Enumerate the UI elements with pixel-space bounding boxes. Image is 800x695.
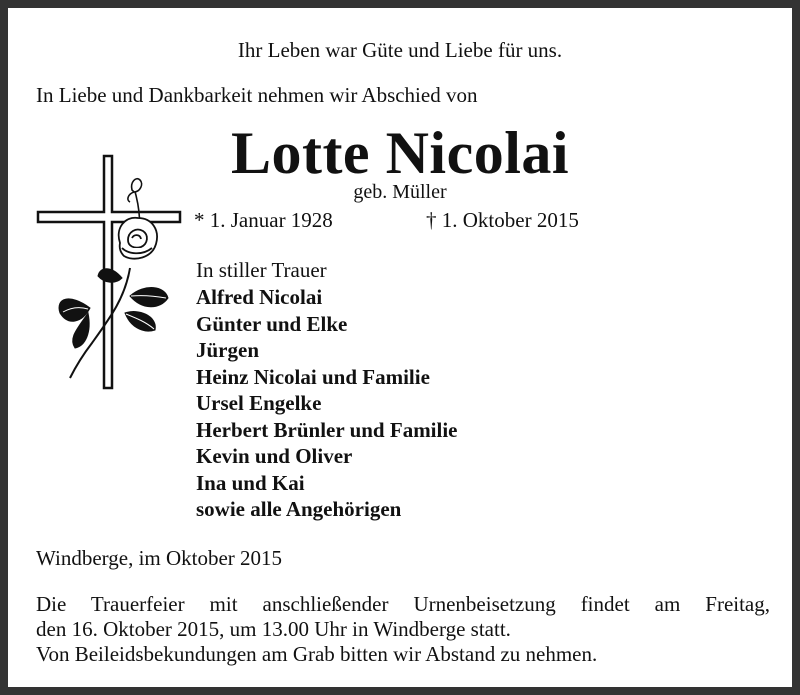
cross-with-rose-icon xyxy=(30,148,190,393)
intro-text: In Liebe und Dankbarkeit nehmen wir Abschied von xyxy=(36,83,478,107)
mourner-name: sowie alle Angehörigen xyxy=(196,497,402,521)
death-date: † 1. Oktober 2015 xyxy=(426,208,579,232)
motto: Ihr Leben war Güte und Liebe für uns. xyxy=(237,38,563,62)
birth-date: * 1. Januar 1928 xyxy=(194,208,333,232)
deceased-name: Lotte Nicolai xyxy=(230,120,570,186)
mourner-name: Herbert Brünler und Familie xyxy=(196,417,458,442)
mourner-name: Kevin und Oliver xyxy=(196,444,353,468)
mourner-name: Jürgen xyxy=(196,338,259,362)
mourner-name: Alfred Nicolai xyxy=(196,285,323,309)
ceremony-line: Die Trauerfeier mit anschließender Urnenbeisetzung findet am Freitag, xyxy=(36,592,770,616)
mourners-list xyxy=(196,287,458,526)
mourner-name: Heinz Nicolai und Familie xyxy=(196,364,430,389)
maiden-name: geb. Müller xyxy=(353,181,447,203)
place-and-date: Windberge, im Oktober 2015 xyxy=(36,546,283,570)
ceremony-line: Von Beileidsbekundungen am Grab bitten wir Abstand zu nehmen. xyxy=(36,642,598,666)
mourner-name: Ursel Engelke xyxy=(196,391,322,415)
mourner-name: Ina und Kai xyxy=(196,470,305,495)
ceremony-line: den 16. Oktober 2015, um 13.00 Uhr in Windberge statt. xyxy=(36,617,511,641)
mourner-name: Günter und Elke xyxy=(196,311,348,336)
mourning-label: In stiller Trauer xyxy=(196,258,327,282)
ceremony-details xyxy=(36,592,770,667)
